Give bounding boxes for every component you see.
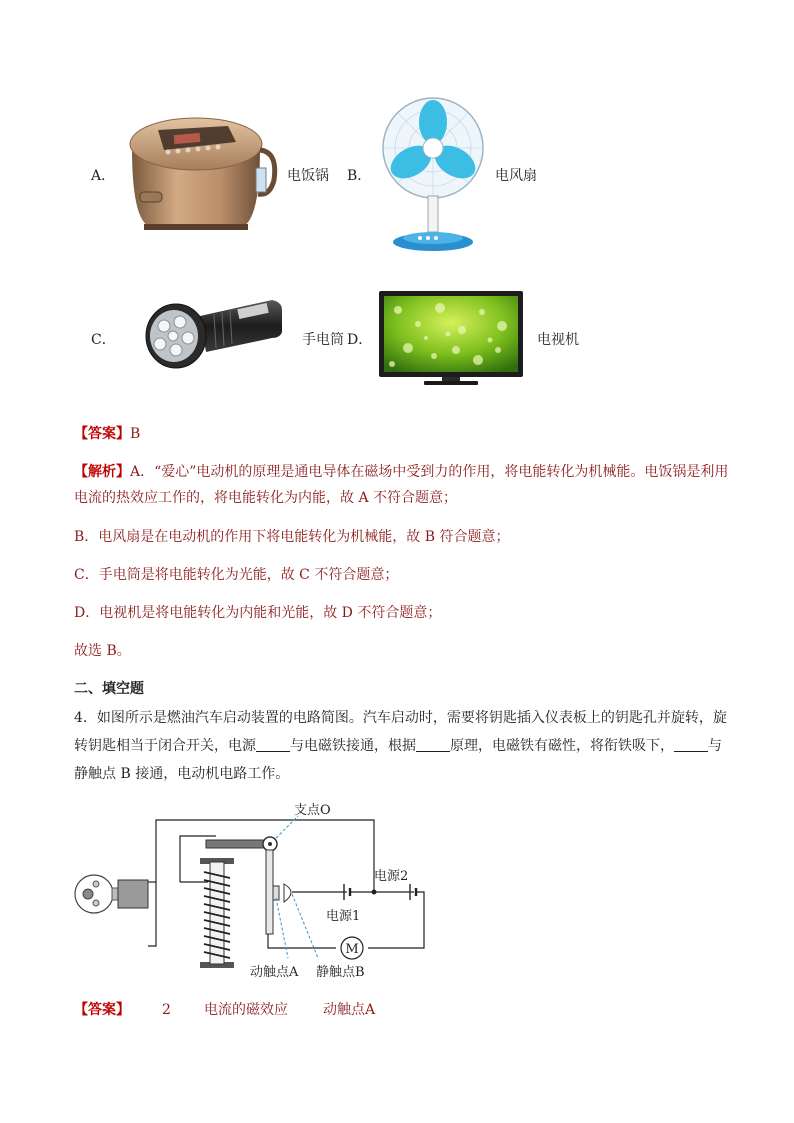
analysis-tag: 【解析】 [74, 464, 130, 480]
power2-label: 电源2 [374, 869, 409, 884]
circuit-diagram [66, 798, 426, 984]
rice-cooker-icon [118, 108, 278, 238]
option-d-label: 电视机 [537, 332, 579, 348]
pivot-label: 支点O [294, 803, 331, 818]
blank-3 [674, 737, 708, 752]
electric-fan-icon [378, 92, 488, 256]
static-contact-b [284, 884, 291, 902]
question-line-1: 4．如图所示是燃油汽车启动装置的电路简图。汽车启动时，需要将钥匙插入仪表板上的钥匙孔并旋转，旋 [74, 710, 727, 726]
option-a-letter: A． [91, 168, 116, 184]
static-contact-label: 静触点B [316, 965, 365, 980]
analysis-line-6: 故选 B。 [74, 643, 131, 659]
blank-2 [416, 737, 450, 752]
television-icon [378, 290, 524, 386]
analysis-line-3: B．电风扇是在电动机的作用下将电能转化为机械能，故 B 符合题意； [74, 529, 510, 545]
answer2-value-2: 电流的磁效应 [204, 1002, 288, 1018]
answer2-line [74, 1000, 130, 1020]
analysis-line-1: 【解析】A．“爱心”电动机的原理是通电导体在磁场中受到力的作用，将电能转化为机械能。电饭锅是利用 [74, 464, 729, 480]
analysis-line-2: 电流的热效应工作的，将电能转化为内能，故 A 不符合题意； [74, 490, 458, 506]
option-a-label: 电饭锅 [287, 168, 329, 184]
moving-contact-a [273, 886, 279, 900]
motor-label: M [345, 942, 359, 957]
electromagnet-coil [200, 858, 234, 968]
option-c-label: 手电筒 [302, 332, 344, 348]
analysis-line-5: D．电视机是将电能转化为内能和光能，故 D 不符合题意； [74, 605, 442, 621]
option-b-letter: B． [347, 168, 372, 184]
key-icon [75, 875, 148, 913]
moving-contact-label: 动触点A [250, 965, 299, 980]
power1-label: 电源1 [326, 909, 361, 924]
answer2-value-3: 动触点A [323, 1002, 376, 1018]
option-d-letter: D． [347, 332, 373, 348]
analysis-line-4: C．手电筒是将电能转化为光能，故 C 不符合题意； [74, 567, 399, 583]
answer-line [74, 424, 140, 444]
answer-value: B [130, 426, 141, 442]
section-title: 二、填空题 [74, 681, 144, 697]
motor [341, 937, 363, 959]
option-b-label: 电风扇 [495, 168, 537, 184]
answer-tag: 【答案】 [74, 426, 130, 442]
option-c-letter: C． [91, 332, 116, 348]
question-line-3: 静触点 B 接通，电动机电路工作。 [74, 766, 290, 782]
flashlight-icon [140, 294, 286, 384]
blank-1 [256, 737, 290, 752]
answer2-tag: 【答案】 [74, 1002, 130, 1018]
question-line-2: 转钥匙相当于闭合开关，电源 与电磁铁接通，根据 原理，电磁铁有磁性，将衔铁吸下， 与 [74, 738, 722, 754]
answer2-value-1: 2 [162, 1002, 171, 1018]
